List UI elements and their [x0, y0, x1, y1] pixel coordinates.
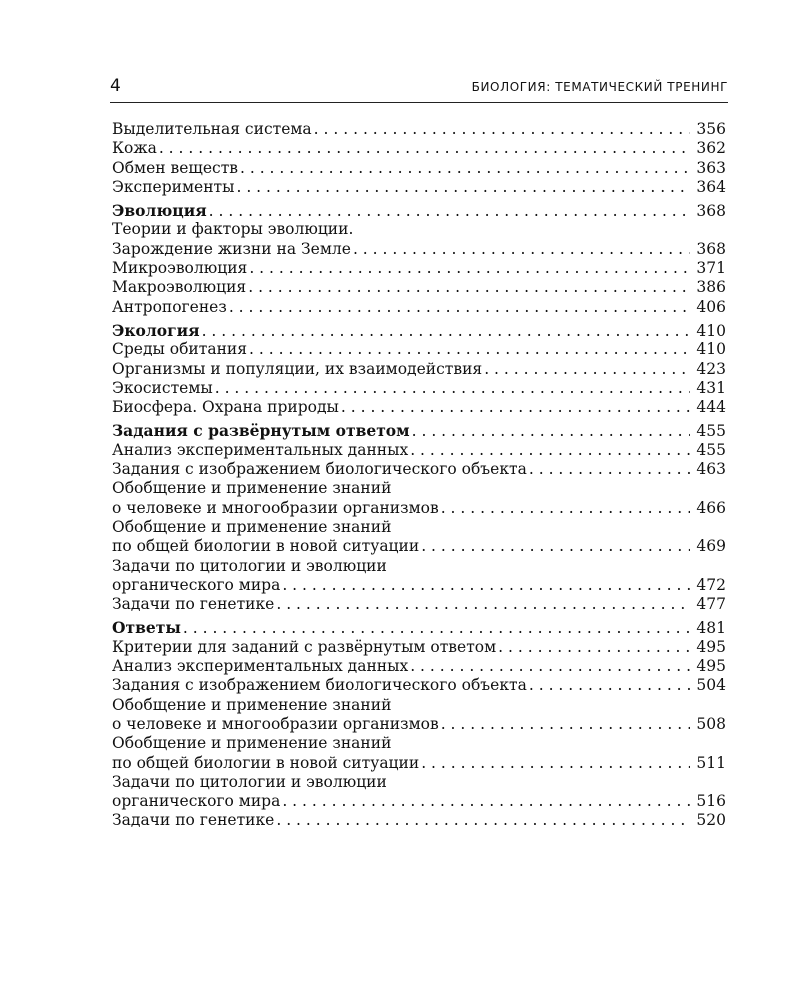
toc-section-evolution: [112, 201, 726, 317]
toc-entry-title: Микроэволюция: [112, 259, 248, 278]
toc-entry-title: Обмен веществ: [112, 158, 238, 177]
toc-entry: [112, 537, 726, 556]
toc-entry-title: Задачи по генетике: [112, 595, 275, 614]
toc-entry: [112, 278, 726, 297]
toc-entry: [112, 499, 726, 518]
toc-leader-dots: [209, 202, 690, 221]
toc-entry-title: Антропогенез: [112, 297, 227, 316]
toc-entry-title: Анализ экспериментальных данных: [112, 440, 409, 459]
toc-leader-dots: [410, 657, 690, 676]
toc-entry: [112, 139, 726, 158]
toc-entry-title: Анализ экспериментальных данных: [112, 657, 409, 676]
toc-entry: [112, 676, 726, 695]
toc-entry: [112, 792, 726, 811]
toc-entry-title: Задания с изображением биологического объекта: [112, 676, 527, 695]
toc-entry-page: 472: [696, 575, 726, 594]
toc-leader-dots: [282, 576, 690, 595]
toc-entry-page: 444: [696, 398, 726, 417]
toc-section-ecology: [112, 321, 726, 417]
toc-entry-title: Критерии для заданий с развёрнутым ответом: [112, 637, 497, 656]
toc-leader-dots: [410, 441, 690, 460]
toc-leader-dots: [441, 499, 690, 518]
toc-entry-title: Кожа: [112, 139, 157, 158]
toc-entry-title: органического мира: [112, 575, 281, 594]
toc-entry-title: Среды обитания: [112, 340, 248, 359]
toc-entry: [112, 240, 726, 259]
toc-section-extended-tasks: [112, 421, 726, 614]
toc-entry-title: Задачи по генетике: [112, 811, 275, 830]
page-number: 4: [110, 76, 121, 96]
toc-section-physiology: [112, 120, 726, 197]
toc-heading-page: 481: [696, 619, 726, 638]
toc-entry-first-line: Обобщение и применение знаний: [112, 734, 392, 753]
toc-entry: [112, 398, 726, 417]
toc-entry: [112, 340, 726, 359]
toc-leader-dots: [249, 259, 690, 278]
toc-heading-title: Ответы: [112, 618, 181, 638]
toc-entry-page: 469: [696, 537, 726, 556]
toc-entry-page: 520: [696, 811, 726, 830]
toc-entry-title: Макроэволюция: [112, 278, 247, 297]
toc-entry: [112, 595, 726, 614]
toc-entry-page: 495: [696, 657, 726, 676]
toc-entry: [112, 811, 726, 830]
toc-entry-page: 463: [696, 460, 726, 479]
toc-entry-page: 455: [696, 440, 726, 459]
toc-entry-page: 386: [696, 278, 726, 297]
toc-leader-dots: [159, 139, 690, 158]
header-rule: [110, 102, 728, 103]
toc-leader-dots: [229, 298, 690, 317]
toc-entry-page: 363: [696, 158, 726, 177]
toc-entry-title: по общей биологии в новой ситуации: [112, 753, 420, 772]
toc-entry-page: 431: [696, 378, 726, 397]
toc-leader-dots: [248, 278, 690, 297]
toc-leader-dots: [441, 715, 690, 734]
toc-entry-first-line: Обобщение и применение знаний: [112, 517, 392, 536]
toc-entry: [112, 178, 726, 197]
toc-section-answers: [112, 618, 726, 830]
toc-leader-dots: [498, 638, 690, 657]
toc-entry-page: 368: [696, 239, 726, 258]
toc-heading-page: 410: [696, 321, 726, 340]
toc-leader-dots: [183, 619, 690, 638]
toc-entry: [112, 298, 726, 317]
toc-leader-dots: [529, 460, 690, 479]
toc-entry-page: 508: [696, 714, 726, 733]
toc-entry-title: Выделительная система: [112, 120, 312, 138]
toc-entry: [112, 159, 726, 178]
toc-section-heading: [112, 421, 726, 440]
toc-entry-title: Зарождение жизни на Земле: [112, 239, 351, 258]
toc-entry-title: о человеке и многообразии организмов: [112, 714, 439, 733]
toc-entry-page: 466: [696, 498, 726, 517]
toc-entry: [112, 657, 726, 676]
toc-entry-title: Задания с изображением биологического объекта: [112, 460, 527, 479]
toc-entry-title: Организмы и популяции, их взаимодействия: [112, 359, 483, 378]
toc-section-heading: [112, 321, 726, 340]
toc-entry-title: по общей биологии в новой ситуации: [112, 537, 420, 556]
toc-entry-page: 516: [696, 792, 726, 811]
toc-entry: [112, 460, 726, 479]
toc-leader-dots: [341, 398, 690, 417]
toc-leader-dots: [353, 240, 690, 259]
toc-entry-page: 406: [696, 297, 726, 316]
toc-entry-page: 504: [696, 676, 726, 695]
toc-entry-first-line: Обобщение и применение знаний: [112, 479, 392, 498]
toc-entry: [112, 259, 726, 278]
toc-entry-first-line: Теории и факторы эволюции.: [112, 220, 354, 239]
table-of-contents: [112, 120, 726, 835]
toc-entry-page: 410: [696, 340, 726, 359]
toc-leader-dots: [215, 379, 690, 398]
toc-leader-dots: [421, 754, 690, 773]
toc-entry-page: 364: [696, 177, 726, 196]
toc-entry: [112, 379, 726, 398]
toc-leader-dots: [240, 159, 690, 178]
toc-entry-title: Биосфера. Охрана природы: [112, 398, 339, 417]
toc-leader-dots: [412, 422, 690, 441]
toc-heading-title: Экология: [112, 320, 200, 340]
toc-entry-first-line: Задачи по цитологии и эволюции: [112, 556, 387, 575]
toc-entry: [112, 576, 726, 595]
toc-heading-title: Задания с развёрнутым ответом: [112, 421, 410, 441]
toc-entry-page: 356: [696, 120, 726, 138]
toc-section-heading: [112, 618, 726, 637]
toc-leader-dots: [314, 120, 690, 139]
toc-leader-dots: [202, 322, 690, 341]
toc-heading-page: 455: [696, 422, 726, 441]
toc-entry-page: 371: [696, 259, 726, 278]
toc-entry: [112, 360, 726, 379]
toc-leader-dots: [276, 595, 690, 614]
toc-heading-page: 368: [696, 202, 726, 221]
toc-entry-first-line: Обобщение и применение знаний: [112, 695, 392, 714]
toc-leader-dots: [249, 340, 690, 359]
toc-leader-dots: [282, 792, 690, 811]
toc-entry-page: 362: [696, 139, 726, 158]
toc-entry-title: Экосистемы: [112, 378, 213, 397]
toc-entry-page: 477: [696, 595, 726, 614]
toc-entry-title: органического мира: [112, 792, 281, 811]
toc-entry: [112, 638, 726, 657]
toc-entry: [112, 715, 726, 734]
toc-entry-title: Эксперименты: [112, 177, 235, 196]
toc-leader-dots: [529, 676, 690, 695]
toc-entry: [112, 754, 726, 773]
toc-leader-dots: [484, 360, 690, 379]
toc-entry: [112, 120, 726, 139]
toc-entry: [112, 441, 726, 460]
toc-leader-dots: [276, 811, 690, 830]
toc-heading-title: Эволюция: [112, 201, 207, 221]
toc-entry-first-line: Задачи по цитологии и эволюции: [112, 772, 387, 791]
toc-entry-page: 511: [696, 753, 726, 772]
toc-leader-dots: [421, 537, 690, 556]
toc-section-heading: [112, 201, 726, 220]
toc-entry-page: 495: [696, 637, 726, 656]
running-title: БИОЛОГИЯ: ТЕМАТИЧЕСКИЙ ТРЕНИНГ: [471, 80, 728, 94]
toc-entry-title: о человеке и многообразии организмов: [112, 498, 439, 517]
toc-leader-dots: [236, 178, 690, 197]
toc-entry-page: 423: [696, 359, 726, 378]
